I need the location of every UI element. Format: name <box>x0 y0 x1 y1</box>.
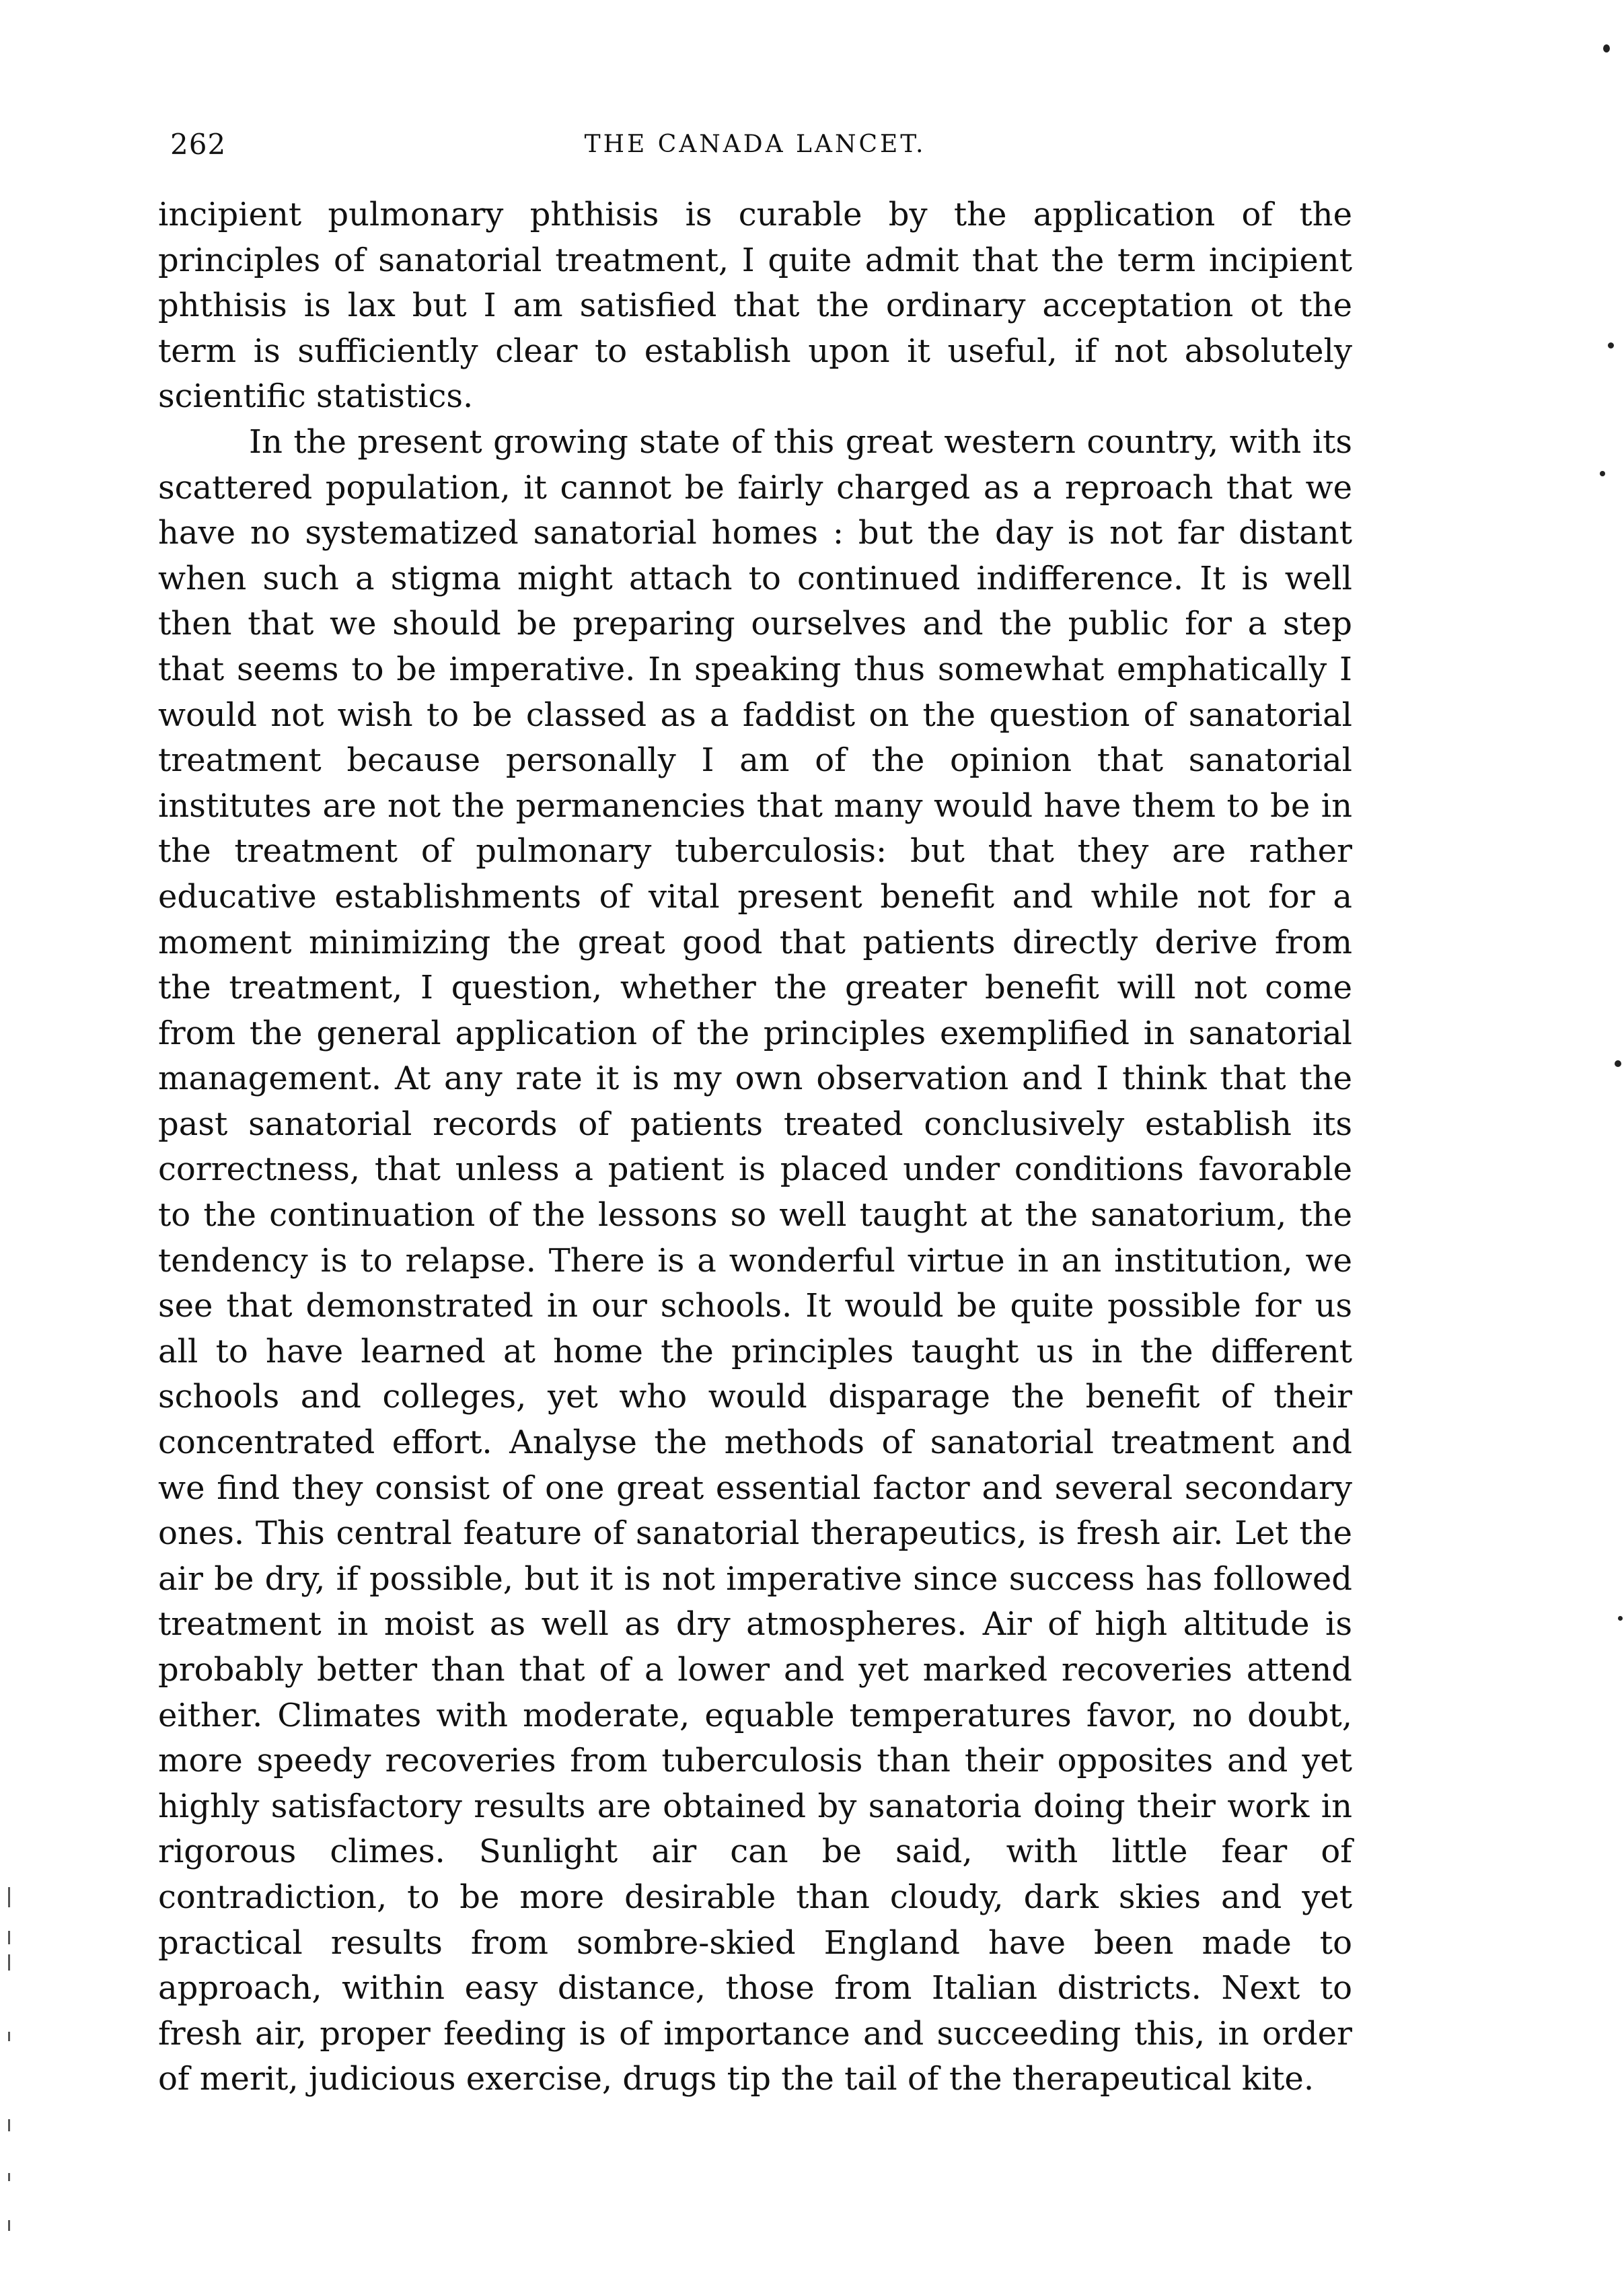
scan-speck <box>1615 1060 1621 1067</box>
binding-edge-mark <box>8 2032 10 2041</box>
binding-edge-mark <box>8 2173 10 2181</box>
page-number: 262 <box>170 128 227 161</box>
journal-title: THE CANADA LANCET. <box>584 131 926 158</box>
scan-speck <box>1618 1616 1623 1621</box>
binding-edge-mark <box>8 1887 10 1907</box>
article-body <box>158 192 1352 2102</box>
binding-edge-mark <box>8 1931 10 1944</box>
scan-speck <box>1600 471 1605 476</box>
scan-speck <box>1603 44 1610 52</box>
binding-edge-mark <box>8 1954 10 1971</box>
binding-edge-mark <box>8 2119 10 2131</box>
running-head <box>158 121 1352 168</box>
paragraph-continued: incipient pulmonary phthisis is curable by the application of the principles of sanatorial treatment, I quite admit that the term incipient phthisis is lax but I am satisfied that the ordinary acceptation ot the term is sufficiently clear to establish upon it useful, if not absolutely scientific statistics. <box>158 196 1352 416</box>
paragraph-sanatorial-treatment: In the present growing state of this great western country, with its scattered population, it cannot be fairly charged as a reproach that we have no systematized sanatorial homes : but the day is not far distant when such a stigma might attach to continued indifference. It is well then that we should be preparing ourselves and the public for a step that seems to be imperative. In speaking thus somewhat emphatically I would not wish to be classed as a faddist on the question of sanatorial treatment because personally I am of the opinion that sanatorial institutes are not the permanencies that many would have them to be in the treatment of pulmonary tuberculosis: but that they are rather educative establishments of vital present benefit and while not for a moment minimizing the great good that patients directly derive from the treatment, I question, whether the greater benefit will not come from the general application of the principles exemplified in sanatorial management. At any rate it is my own observation and I think that the past sanatorial records of patients treated conclusively establish its correctness, that unless a patient is placed under conditions favorable to the continuation of the lessons so well taught at the sanatorium, the tendency is to relapse. There is a wonderful virtue in an institution, we see that demonstrated in our schools. It would be quite possible for us all to have learned at home the principles taught us in the different schools and colleges, yet who would disparage the benefit of their concentrated effort. Analyse the methods of sanatorial treatment and we find they consist of one great essential factor and several secondary ones. This central feature of sanatorial therapeutics, is fresh air. Let the air be dry, if possible, but it is not imperative since success has followed treatment in moist as well as dry atmospheres. Air of high altitude is probably better than that of a lower and yet marked recoveries attend either. Climates with moderate, equable temperatures favor, no doubt, more speedy recoveries from tuberculosis than their opposites and yet highly satisfactory results are obtained by sanatoria doing their work in rigorous climes. Sunlight air can be said, with little fear of contradiction, to be more desirable than cloudy, dark skies and yet practical results from sombre-skied England have been made to approach, within easy distance, those from Italian districts. Next to fresh air, proper feeding is of importance and succeeding this, in order of merit, judicious exercise, drugs tip the tail of the therapeutical kite. <box>158 422 1352 2098</box>
scan-speck <box>1608 342 1614 348</box>
binding-edge-mark <box>8 2220 10 2231</box>
